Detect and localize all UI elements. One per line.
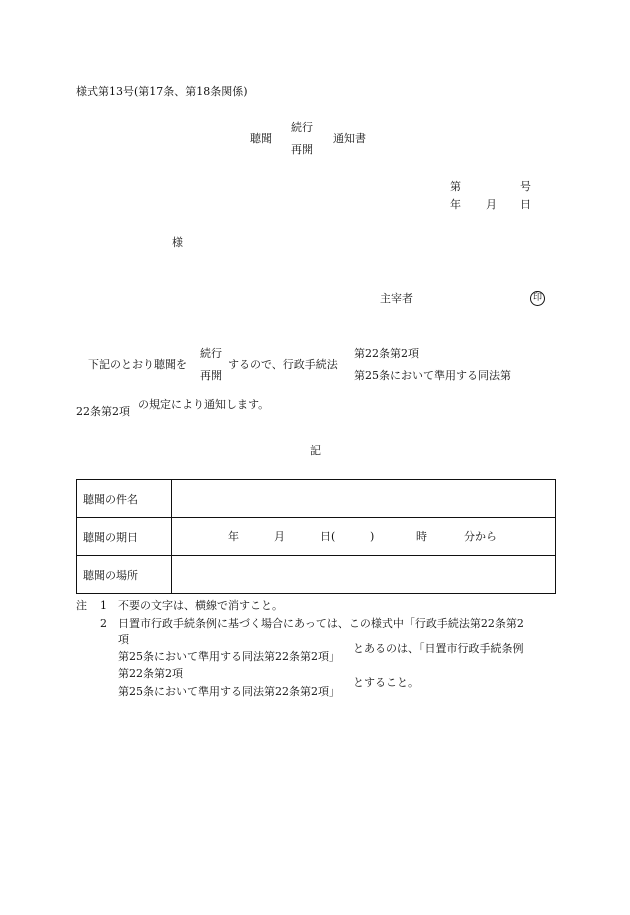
date-line-hour: 時 xyxy=(416,530,427,543)
presider-label: 主宰者 xyxy=(380,292,413,305)
seal-mark: 印 xyxy=(530,291,545,306)
hearing-info-table xyxy=(76,479,556,594)
row-label-subject: 聴聞の件名 xyxy=(77,480,172,518)
body-option-resume: 再開 xyxy=(200,369,222,382)
ki-heading: 記 xyxy=(310,444,321,457)
note-2-text-line2: 項 xyxy=(118,633,129,646)
note-2-mid-text: とあるのは、「日置市行政手続条例 xyxy=(353,642,524,655)
title-option-continue: 続行 xyxy=(291,121,313,134)
note-2-law-bottom-2: 第25条において準用する同法第22条第2項」 xyxy=(118,685,340,698)
date-line-close-paren: ) xyxy=(370,530,375,543)
date-year: 年 xyxy=(450,198,461,211)
note-2-number: 2 xyxy=(100,617,107,630)
table-row xyxy=(77,556,556,594)
date-line-minute: 分から xyxy=(464,530,497,543)
doc-number-dai: 第 xyxy=(450,180,461,193)
body-tail: の規定により通知します。 xyxy=(138,398,270,411)
body-law-option-bottom: 第25条において準用する同法第 xyxy=(354,369,511,382)
body-law-option-top: 第22条第2項 xyxy=(354,347,419,360)
body-option-continue: 続行 xyxy=(200,347,222,360)
note-2-law-bottom-1: 第25条において準用する同法第22条第2項」 xyxy=(118,650,340,663)
doc-number-go: 号 xyxy=(520,180,531,193)
row-label-place: 聴聞の場所 xyxy=(77,556,172,594)
date-line-month: 月 xyxy=(274,530,285,543)
notes-prefix: 注 xyxy=(76,599,87,612)
date-line-year: 年 xyxy=(228,530,239,543)
date-day: 日 xyxy=(520,198,531,211)
subject-value-cell xyxy=(172,480,556,518)
place-value-cell xyxy=(172,556,556,594)
note-1-number: 1 xyxy=(100,599,107,612)
note-1-text: 不要の文字は、横線で消すこと。 xyxy=(118,599,283,612)
date-month: 月 xyxy=(486,198,497,211)
date-line-day: 日( xyxy=(320,530,336,543)
date-value-cell xyxy=(172,518,556,556)
table-row xyxy=(77,518,556,556)
note-2-law-top-2: 第22条第2項 xyxy=(118,667,183,680)
title-prefix: 聴聞 xyxy=(250,132,272,145)
body-mid: するので、行政手続法 xyxy=(228,358,338,371)
table-row xyxy=(77,480,556,518)
body-continuation: 22条第2項 xyxy=(76,405,130,418)
note-2-end-text: とすること。 xyxy=(353,676,419,689)
title-option-resume: 再開 xyxy=(291,143,313,156)
body-lead: 下記のとおり聴聞を xyxy=(88,358,187,371)
row-label-date: 聴聞の期日 xyxy=(77,518,172,556)
title-suffix: 通知書 xyxy=(333,132,366,145)
note-2-text-line1: 日置市行政手続条例に基づく場合にあっては、この様式中「行政手続法第22条第2 xyxy=(118,617,524,630)
form-id: 様式第13号(第17条、第18条関係) xyxy=(76,85,248,98)
addressee-sama: 様 xyxy=(172,236,183,249)
